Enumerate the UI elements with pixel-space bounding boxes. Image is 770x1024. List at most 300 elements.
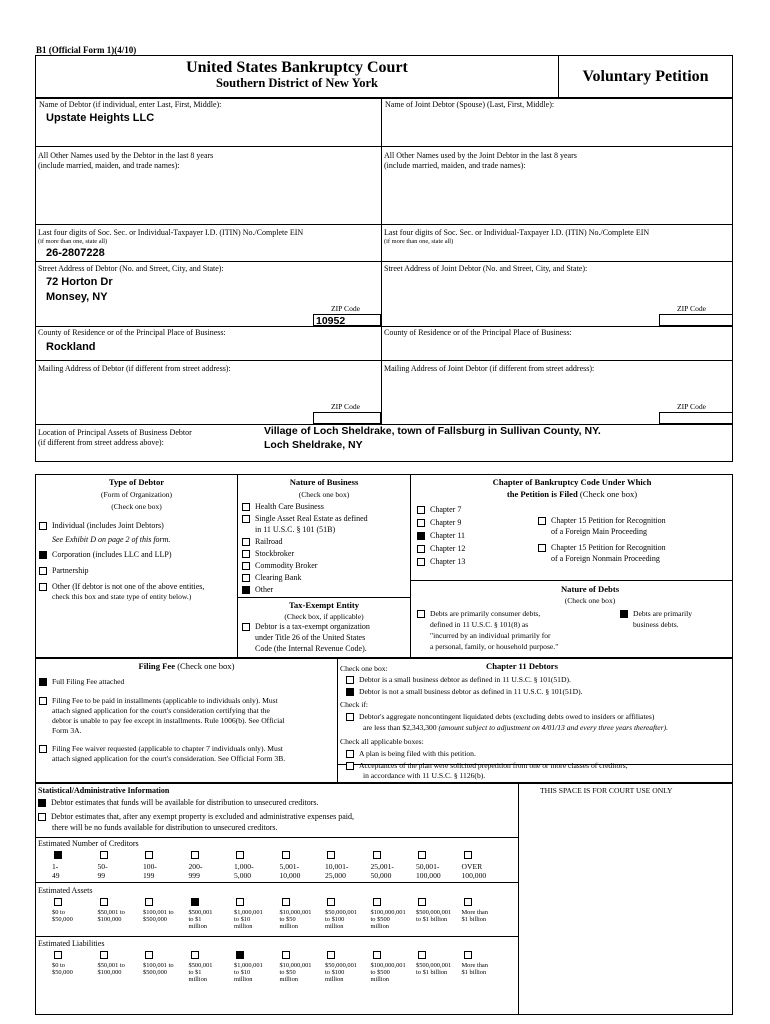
row-divider: [35, 224, 733, 225]
opt-ch12[interactable]: [417, 544, 465, 554]
label-individual: Individual (includes Joint Debtors): [52, 521, 164, 530]
creditors-option[interactable]: [280, 851, 324, 880]
tax-note-3: Code (the Internal Revenue Code).: [255, 644, 367, 653]
label-business-debts: Debts are primarily: [633, 609, 693, 618]
liabilities-range-text: to $50: [279, 969, 296, 977]
checkbox-acceptances[interactable]: [346, 762, 354, 770]
assets-range-text: $500,000: [143, 916, 167, 924]
creditors-range-text: 1-: [52, 862, 59, 871]
liabilities-range-text: More than: [461, 962, 488, 969]
form-id: B1 (Official Form 1)(4/10): [36, 45, 137, 55]
opt-other-business[interactable]: [242, 585, 273, 595]
opt-individual[interactable]: [39, 521, 164, 531]
liabilities-range-text: $100,000: [97, 969, 122, 977]
assets-checkbox[interactable]: [145, 898, 153, 906]
liabilities-option[interactable]: [189, 951, 233, 984]
checkbox-health[interactable]: [242, 503, 250, 511]
liabilities-range-text: $500,000,001: [416, 962, 452, 969]
opt-tax-exempt[interactable]: [242, 622, 370, 632]
assets-option[interactable]: [280, 898, 324, 931]
checkbox-clearing[interactable]: [242, 574, 250, 582]
checkbox-no-funds[interactable]: [38, 813, 46, 821]
assets-checkbox[interactable]: [282, 898, 290, 906]
creditors-checkbox[interactable]: [54, 851, 62, 859]
creditors-range-text: 50-: [97, 862, 108, 871]
ch15-nonmain-note: of a Foreign Nonmain Proceeding: [551, 554, 660, 563]
creditors-range-text: 100,000: [461, 871, 487, 881]
creditors-option[interactable]: [462, 851, 506, 880]
debtor-ssn-note: (if more than one, state all): [38, 238, 108, 245]
label-railroad: Railroad: [255, 537, 283, 546]
waiver-note-2: attach signed application for the court's consideration. See Official Form 3B.: [52, 754, 286, 763]
creditors-range-text: 50,001-: [416, 862, 440, 871]
label-single-asset: Single Asset Real Estate as defined: [255, 514, 368, 523]
label-ch15-nonmain: Chapter 15 Petition for Recognition: [551, 543, 666, 552]
assets-option[interactable]: [462, 898, 506, 923]
joint-zip-label: ZIP Code: [677, 304, 707, 313]
creditors-checkbox[interactable]: [145, 851, 153, 859]
opt-acceptances[interactable]: [346, 761, 628, 770]
creditors-checkbox[interactable]: [191, 851, 199, 859]
assets-option[interactable]: [325, 898, 369, 931]
agg-note-2: are less than $2,343,300: [363, 723, 437, 732]
creditors-range-text: 25,000: [325, 871, 346, 881]
opt-small-business[interactable]: [346, 675, 571, 684]
opt-single-asset[interactable]: [242, 514, 368, 524]
label-not-small-business: Debtor is not a small business debtor as defined in 11 U.S.C. § 101(51D).: [359, 687, 583, 696]
agg-note-line: [363, 723, 668, 732]
fee-title-line: [36, 661, 337, 671]
debtor-mailing-zip-box: [313, 412, 381, 424]
liabilities-checkbox[interactable]: [373, 951, 381, 959]
opt-other-entity[interactable]: [39, 582, 204, 592]
debtor-street-2[interactable]: Monsey, NY: [46, 291, 108, 303]
row-divider: [35, 936, 518, 937]
debtor-zip[interactable]: 10952: [316, 315, 346, 327]
creditors-range-text: 200-: [188, 862, 203, 871]
debtor-county-label: County of Residence or of the Principal Place of Business:: [38, 328, 226, 337]
chapter-title-line2: [411, 489, 733, 499]
checkbox-ch9[interactable]: [417, 519, 425, 527]
creditors-checkbox[interactable]: [100, 851, 108, 859]
nature-title: Nature of Business: [289, 477, 359, 487]
assets-option[interactable]: [98, 898, 142, 923]
individual-note: See Exhibit D on page 2 of this form.: [52, 535, 171, 544]
fee-title: Filing Fee: [138, 661, 176, 671]
opt-consumer-debts[interactable]: [417, 609, 540, 618]
creditors-range-text: 199: [143, 871, 155, 881]
checkbox-business-debts[interactable]: [620, 610, 628, 618]
label-funds-available: Debtor estimates that funds will be available for distribution to unsecured creditors.: [51, 798, 319, 807]
label-waiver: Filing Fee waiver requested (applicable to chapter 7 individuals only). Must: [52, 744, 283, 753]
creditors-range-text: 999: [188, 871, 200, 881]
joint-zip-box: [659, 314, 733, 326]
inst-note-2: attach signed application for the court's consideration certifying that the: [52, 706, 270, 715]
debtor-name[interactable]: Upstate Heights LLC: [46, 112, 155, 124]
liabilities-checkbox[interactable]: [327, 951, 335, 959]
other-entity-note: check this box and state type of entity below.): [52, 592, 192, 601]
liabilities-range-text: $0 to: [52, 962, 65, 969]
tax-sub: (Check box, if applicable): [284, 612, 364, 621]
creditors-option[interactable]: [234, 851, 278, 880]
label-small-business: Debtor is a small business debtor as defined in 11 U.S.C. § 101(51D).: [359, 675, 571, 684]
location-label-1: Location of Principal Assets of Business Debtor: [38, 428, 192, 437]
joint-ssn-label: Last four digits of Soc. Sec. or Individual-Taxpayer I.D. (ITIN) No./Complete EIN: [384, 228, 650, 237]
label-other-entity: Other (If debtor is not one of the above entities,: [52, 582, 205, 591]
checkbox-ch11[interactable]: [417, 532, 425, 540]
creditors-option[interactable]: [416, 851, 460, 880]
business-note-2: business debts.: [633, 620, 679, 629]
checkbox-railroad[interactable]: [242, 538, 250, 546]
consumer-note-3: "incurred by an individual primarily for: [430, 631, 551, 640]
assets-checkbox[interactable]: [236, 898, 244, 906]
creditors-range-text: 99: [97, 871, 106, 881]
assets-range-text: $100,001 to: [143, 909, 174, 916]
creditors-range-text: 1,000-: [234, 862, 254, 871]
creditors-checkbox[interactable]: [327, 851, 335, 859]
liabilities-range-text: $10,000,001: [279, 962, 312, 969]
creditors-option[interactable]: [371, 851, 415, 880]
checkbox-commodity[interactable]: [242, 562, 250, 570]
checkbox-funds-available[interactable]: [38, 799, 46, 807]
opt-funds-available[interactable]: [38, 798, 318, 808]
single-asset-note: in 11 U.S.C. § 101 (51B): [255, 525, 336, 534]
district-name: Southern District of New York: [215, 76, 379, 90]
opt-not-small-business[interactable]: [346, 687, 583, 696]
liabilities-checkbox[interactable]: [54, 951, 62, 959]
fee-sub: (Check one box): [177, 661, 235, 671]
assets-option[interactable]: [371, 898, 415, 931]
liabilities-option[interactable]: [234, 951, 278, 984]
debtor-mailing-zip-label: ZIP Code: [331, 402, 361, 411]
opt-ch13[interactable]: [417, 557, 465, 567]
opt-full-fee[interactable]: [39, 677, 124, 686]
assets-range-text: $0 to: [52, 909, 65, 916]
assets-range-text: $10,000,001: [279, 909, 312, 916]
assets-range-text: $500,001: [188, 909, 213, 916]
assets-checkbox[interactable]: [327, 898, 335, 906]
label-ch9: Chapter 9: [430, 518, 462, 527]
liabilities-range-text: million: [279, 976, 298, 984]
inst-note-4: Form 3A.: [52, 726, 82, 735]
liabilities-range-text: to $500: [370, 969, 390, 977]
liabilities-checkbox[interactable]: [236, 951, 244, 959]
opt-corporation[interactable]: [39, 550, 172, 560]
label-no-funds: Debtor estimates that, after any exempt property is excluded and administrative expenses paid,: [51, 812, 355, 821]
location-label-2: (if different from street address above):: [38, 438, 164, 447]
assets-checkbox[interactable]: [54, 898, 62, 906]
assets-range-text: to $1 billion: [416, 916, 448, 924]
liabilities-option[interactable]: [371, 951, 415, 984]
label-ch13: Chapter 13: [430, 557, 466, 566]
liabilities-range-text: to $100: [325, 969, 345, 977]
location-value-2[interactable]: Loch Sheldrake, NY: [264, 439, 363, 451]
row-divider: [35, 837, 518, 838]
creditors-range-text: OVER: [461, 862, 483, 871]
checkbox-other-business[interactable]: [242, 586, 250, 594]
joint-other-names-label-1: All Other Names used by the Joint Debtor in the last 8 years: [384, 151, 577, 160]
tax-note-2: under Title 26 of the United States: [255, 633, 366, 642]
liabilities-range-text: to $1: [188, 969, 202, 977]
assets-range-text: More than: [461, 909, 488, 916]
opt-no-funds[interactable]: [38, 812, 354, 822]
opt-waiver[interactable]: [39, 744, 283, 753]
col-divider: [237, 474, 238, 658]
label-stockbroker: Stockbroker: [255, 549, 295, 558]
joint-other-names-label-2: (include married, maiden, and trade names):: [384, 161, 526, 170]
joint-street-label: Street Address of Joint Debtor (No. and Street, City, and State):: [384, 264, 588, 273]
checkbox-ch15-main[interactable]: [538, 517, 546, 525]
liabilities-option[interactable]: [98, 951, 142, 976]
assets-range-text: million: [325, 923, 344, 931]
checkbox-single-asset[interactable]: [242, 515, 250, 523]
label-partnership: Partnership: [52, 566, 89, 575]
label-consumer-debts: Debts are primarily consumer debts,: [430, 609, 541, 618]
joint-mailing-zip-box: [659, 412, 733, 424]
consumer-note-2: defined in 11 U.S.C. § 101(8) as: [430, 620, 529, 629]
checkbox-consumer-debts[interactable]: [417, 610, 425, 618]
assets-checkbox[interactable]: [373, 898, 381, 906]
label-plan-filed: A plan is being filed with this petition.: [359, 749, 476, 758]
liabilities-range-text: to $1 billion: [416, 969, 448, 977]
assets-range-text: to $50: [279, 916, 296, 924]
col-divider: [410, 474, 411, 658]
liabilities-range-text: $500,001: [188, 962, 213, 969]
assets-range-text: $1 billion: [461, 916, 487, 924]
form-title: Voluntary Petition: [582, 68, 709, 85]
tax-title: Tax-Exempt Entity: [288, 600, 360, 610]
creditors-option[interactable]: [143, 851, 187, 880]
checkbox-waiver[interactable]: [39, 745, 47, 753]
creditors-range-text: 25,001-: [370, 862, 394, 871]
label-ch7: Chapter 7: [430, 505, 462, 514]
row-divider: [35, 146, 733, 147]
opt-clearing[interactable]: [242, 573, 301, 583]
type-title: Type of Debtor: [108, 477, 165, 487]
assets-range-text: million: [234, 923, 253, 931]
liabilities-checkbox[interactable]: [464, 951, 472, 959]
label-aggregate-debts: Debtor's aggregate noncontingent liquidated debts (excluding debts owed to insiders or affiliates): [359, 712, 655, 721]
assets-option[interactable]: [52, 898, 96, 923]
checkbox-individual[interactable]: [39, 522, 47, 530]
assets-option[interactable]: [234, 898, 278, 931]
opt-business-debts[interactable]: [620, 609, 692, 618]
liabilities-range-text: million: [325, 976, 344, 984]
ch11-check-all: Check all applicable boxes:: [340, 737, 424, 746]
assets-checkbox[interactable]: [464, 898, 472, 906]
checkbox-installments[interactable]: [39, 697, 47, 705]
creditors-range-text: 100-: [143, 862, 157, 871]
opt-commodity[interactable]: [242, 561, 317, 571]
opt-partnership[interactable]: [39, 566, 88, 576]
creditors-option[interactable]: [52, 851, 96, 880]
creditors-range-text: 50,000: [370, 871, 392, 881]
assets-range-text: $50,001 to: [97, 909, 125, 916]
opt-aggregate-debts[interactable]: [346, 712, 654, 721]
chapter-title-2: the Petition is Filed: [506, 489, 578, 499]
liabilities-checkbox[interactable]: [100, 951, 108, 959]
label-health: Health Care Business: [255, 502, 324, 511]
nature-sub: (Check one box): [298, 490, 350, 499]
label-tax-exempt: Debtor is a tax-exempt organization: [255, 622, 370, 631]
creditors-option[interactable]: [98, 851, 142, 880]
row-divider: [35, 882, 518, 883]
assets-range-text: to $1: [188, 916, 202, 924]
creditors-checkbox[interactable]: [464, 851, 472, 859]
debtor-ssn-label: Last four digits of Soc. Sec. or Individual-Taxpayer I.D. (ITIN) No./Complete EIN: [38, 228, 304, 237]
accept-note-2: in accordance with 11 U.S.C. § 1126(b).: [363, 771, 486, 780]
checkbox-partnership[interactable]: [39, 567, 47, 575]
label-ch15-main: Chapter 15 Petition for Recognition: [551, 516, 666, 525]
court-name: United States Bankruptcy Court: [186, 59, 408, 76]
debtor-county[interactable]: Rockland: [46, 341, 96, 353]
label-clearing: Clearing Bank: [255, 573, 302, 582]
opt-health[interactable]: [242, 502, 324, 512]
creditors-range-text: 10,001-: [325, 862, 349, 871]
debtor-street-1[interactable]: 72 Horton Dr: [46, 276, 113, 288]
label-commodity: Commodity Broker: [255, 561, 318, 570]
assets-range-text: million: [279, 923, 298, 931]
opt-ch7[interactable]: [417, 505, 461, 515]
row-divider: [35, 326, 733, 327]
type-sub-2: (Check one box): [111, 502, 162, 511]
assets-range-text: $50,000,001: [325, 909, 357, 916]
joint-county-label: County of Residence or of the Principal Place of Business:: [384, 328, 572, 337]
liabilities-option[interactable]: [280, 951, 324, 984]
assets-range-text: $500,000,001: [416, 909, 452, 916]
debtor-mailing-label: Mailing Address of Debtor (if different from street address):: [38, 364, 231, 373]
liabilities-option[interactable]: [416, 951, 460, 976]
assets-range-text: to $10: [234, 916, 251, 924]
creditors-option[interactable]: [325, 851, 369, 880]
creditors-checkbox[interactable]: [418, 851, 426, 859]
creditors-range-text: 10,000: [279, 871, 301, 881]
joint-ssn-note: (if more than one, state all): [384, 238, 454, 245]
agg-note-3: (amount subject to adjustment on 4/01/13 and every three years thereafter).: [438, 723, 669, 732]
debtor-name-label: Name of Debtor (if individual, enter Last, First, Middle):: [39, 100, 222, 109]
row-divider: [35, 261, 733, 262]
liabilities-option[interactable]: [143, 951, 187, 976]
row-divider: [237, 597, 410, 598]
creditors-option[interactable]: [189, 851, 233, 880]
assets-label: Estimated Assets: [38, 886, 93, 895]
court-use-label: THIS SPACE IS FOR COURT USE ONLY: [540, 786, 673, 795]
label-installments: Filing Fee to be paid in installments (applicable to individuals only). Must: [52, 696, 278, 705]
ch15-main-note: of a Foreign Main Proceeding: [551, 527, 647, 536]
col-divider: [518, 783, 519, 1015]
ch11-check-one: Check one box:: [340, 664, 388, 673]
label-ch11: Chapter 11: [430, 531, 466, 540]
type-sub-1: (Form of Organization): [100, 490, 173, 499]
debtor-ein[interactable]: 26-2807228: [46, 247, 105, 259]
assets-range-text: $50,000: [52, 916, 73, 924]
checkbox-ch15-nonmain[interactable]: [538, 544, 546, 552]
consumer-note-4: a personal, family, or household purpose.": [430, 642, 559, 651]
checkbox-not-small-business[interactable]: [346, 688, 354, 696]
opt-ch15-nonmain[interactable]: [538, 543, 666, 553]
opt-railroad[interactable]: [242, 537, 283, 547]
liabilities-checkbox[interactable]: [145, 951, 153, 959]
label-other-business: Other: [255, 585, 274, 594]
assets-range-text: million: [370, 923, 389, 931]
row-divider: [410, 580, 733, 581]
assets-checkbox[interactable]: [418, 898, 426, 906]
label-full-fee: Full Filing Fee attached: [52, 677, 125, 686]
liabilities-checkbox[interactable]: [418, 951, 426, 959]
row-divider: [35, 360, 733, 361]
checkbox-other-entity[interactable]: [39, 583, 47, 591]
liabilities-option[interactable]: [52, 951, 96, 976]
creditors-label: Estimated Number of Creditors: [38, 839, 139, 848]
assets-range-text: to $100: [325, 916, 345, 924]
checkbox-plan-filed[interactable]: [346, 750, 354, 758]
no-funds-note: there will be no funds available for distribution to unsecured creditors.: [52, 823, 278, 832]
chapter-title-1: Chapter of Bankruptcy Code Under Which: [492, 477, 652, 487]
assets-range-text: million: [188, 923, 207, 931]
joint-mailing-zip-label: ZIP Code: [677, 402, 707, 411]
opt-stockbroker[interactable]: [242, 549, 294, 559]
liabilities-option[interactable]: [325, 951, 369, 984]
creditors-checkbox[interactable]: [236, 851, 244, 859]
assets-option[interactable]: [143, 898, 187, 923]
assets-range-text: $1,000,001: [234, 909, 263, 916]
creditors-range-text: 5,001-: [279, 862, 300, 871]
joint-name-label: Name of Joint Debtor (Spouse) (Last, First, Middle):: [385, 100, 555, 109]
checkbox-small-business[interactable]: [346, 676, 354, 684]
assets-range-text: $100,000: [97, 916, 122, 924]
checkbox-corporation[interactable]: [39, 551, 47, 559]
creditors-range-text: 49: [52, 871, 60, 881]
opt-ch15-main[interactable]: [538, 516, 666, 526]
liabilities-range-text: $500,000: [143, 969, 167, 977]
opt-plan-filed[interactable]: [346, 749, 476, 758]
checkbox-ch7[interactable]: [417, 506, 425, 514]
ch11-title: Chapter 11 Debtors: [486, 661, 558, 671]
checkbox-aggregate-debts[interactable]: [346, 713, 354, 721]
liabilities-range-text: $50,001 to: [97, 962, 125, 969]
chapter-title-3: (Check one box): [579, 489, 638, 499]
liabilities-range-text: $1,000,001: [234, 962, 263, 969]
liabilities-checkbox[interactable]: [191, 951, 199, 959]
assets-option[interactable]: [416, 898, 460, 923]
ch11-check-if: Check if:: [340, 700, 369, 709]
joint-mailing-label: Mailing Address of Joint Debtor (if different from street address):: [384, 364, 595, 373]
creditors-checkbox[interactable]: [282, 851, 290, 859]
checkbox-tax-exempt[interactable]: [242, 623, 250, 631]
liabilities-range-text: $100,001 to: [143, 962, 174, 969]
liabilities-range-text: million: [234, 976, 253, 984]
checkbox-stockbroker[interactable]: [242, 550, 250, 558]
location-value-1[interactable]: Village of Loch Sheldrake, town of Fallsburg in Sullivan County, NY.: [264, 425, 601, 437]
assets-checkbox[interactable]: [100, 898, 108, 906]
debts-sub: (Check one box): [564, 596, 616, 605]
checkbox-ch12[interactable]: [417, 545, 425, 553]
liabilities-checkbox[interactable]: [282, 951, 290, 959]
opt-ch11[interactable]: [417, 531, 465, 541]
inst-note-3: debtor is unable to pay fee except in installments. Rule 1006(b). See Official: [52, 716, 285, 725]
checkbox-ch13[interactable]: [417, 558, 425, 566]
liabilities-option[interactable]: [462, 951, 506, 976]
assets-checkbox[interactable]: [191, 898, 199, 906]
liabilities-range-text: million: [370, 976, 389, 984]
opt-installments[interactable]: [39, 696, 278, 705]
assets-option[interactable]: [189, 898, 233, 931]
opt-ch9[interactable]: [417, 518, 461, 528]
creditors-checkbox[interactable]: [373, 851, 381, 859]
stat-title: Statistical/Administrative Information: [38, 786, 170, 795]
checkbox-full-fee[interactable]: [39, 678, 47, 686]
liabilities-range-text: to $10: [234, 969, 251, 977]
